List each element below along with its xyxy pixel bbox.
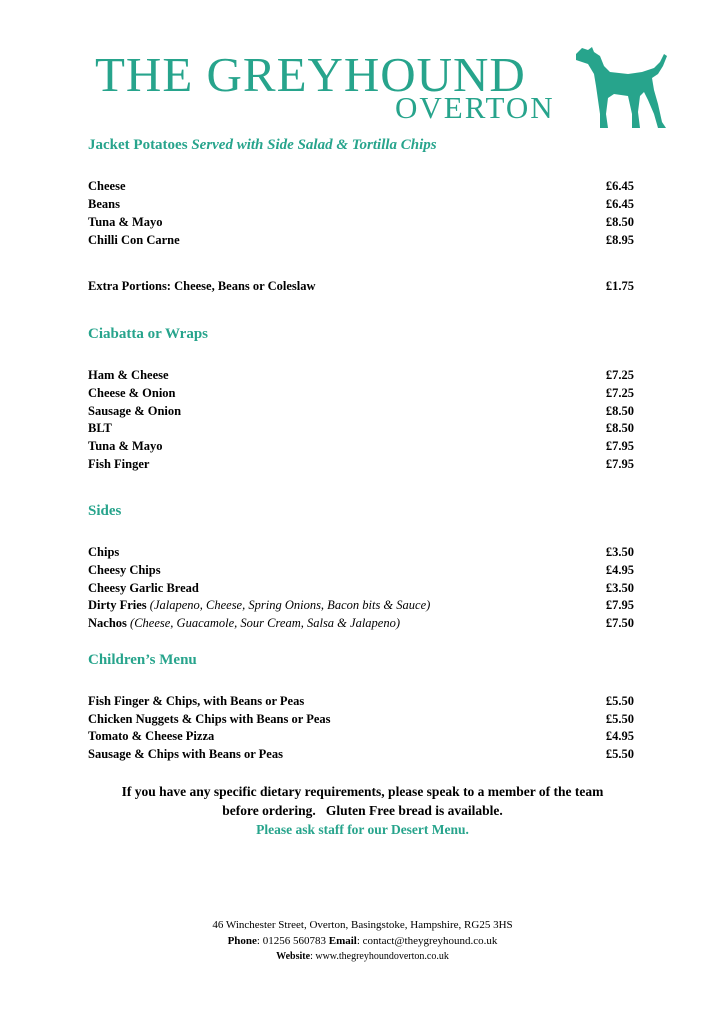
item-name: Extra Portions: Cheese, Beans or Coleslaw (88, 279, 316, 293)
menu-item-extra (88, 278, 634, 294)
menu-item (88, 562, 634, 578)
item-price: £7.95 (605, 439, 634, 453)
menu-item (88, 728, 634, 744)
notice-line: before ordering. Gluten Free bread is available. (222, 803, 503, 818)
menu-item (88, 746, 634, 762)
section-heading-jacket (88, 137, 437, 154)
item-name: Chilli Con Carne (88, 233, 180, 247)
footer-website (60, 949, 665, 965)
item-price: £7.50 (605, 616, 634, 630)
item-name: Dirty Fries (88, 598, 147, 612)
menu-item (88, 420, 634, 436)
item-description: (Cheese, Guacamole, Sour Cream, Salsa & Jalapeno) (130, 616, 401, 630)
menu-item (88, 196, 634, 212)
notice-line: If you have any specific dietary requirements, please speak to a member of the team (121, 784, 604, 799)
item-name: Cheesy Chips (88, 563, 161, 577)
email-label: Email (328, 935, 357, 947)
menu-item (88, 615, 634, 631)
item-price: £7.25 (605, 368, 634, 382)
item-price: £8.50 (605, 421, 634, 435)
item-name: Chicken Nuggets & Chips with Beans or Peas (88, 712, 331, 726)
greyhound-dog-icon (570, 44, 668, 130)
email-value: : contact@theygreyhound.co.uk (356, 935, 498, 947)
menu-item (88, 232, 634, 248)
item-name: Cheese & Onion (88, 386, 176, 400)
item-price: £7.95 (605, 457, 634, 471)
item-name: Tomato & Cheese Pizza (88, 729, 215, 743)
item-price: £4.95 (605, 563, 634, 577)
item-price: £1.75 (605, 279, 634, 293)
menu-item (88, 711, 634, 727)
menu-item (88, 178, 634, 194)
logo-title: THE GREYHOUND (95, 47, 526, 102)
item-name: Beans (88, 197, 120, 211)
item-price: £4.95 (605, 729, 634, 743)
menu-item (88, 214, 634, 230)
item-price: £5.50 (605, 694, 634, 708)
item-price: £5.50 (605, 712, 634, 726)
menu-item (88, 456, 634, 472)
phone-label: Phone (227, 935, 257, 947)
menu-item (88, 403, 634, 419)
item-name: Nachos (88, 616, 127, 630)
section-heading-children: Children’s Menu (88, 652, 197, 668)
item-name: Fish Finger (88, 457, 150, 471)
item-price: £3.50 (605, 545, 634, 559)
menu-item (88, 544, 634, 560)
menu-item (88, 367, 634, 383)
item-name: Tuna & Mayo (88, 215, 163, 229)
item-name: Fish Finger & Chips, with Beans or Peas (88, 694, 305, 708)
item-name: Sausage & Onion (88, 404, 182, 418)
section-heading-sides: Sides (88, 503, 122, 519)
menu-item (88, 385, 634, 401)
footer-address: 46 Winchester Street, Overton, Basingstoke, Hampshire, RG25 3HS (212, 919, 513, 931)
item-price: £8.95 (605, 233, 634, 247)
item-price: £7.25 (605, 386, 634, 400)
dessert-notice: Please ask staff for our Desert Menu. (256, 822, 469, 837)
item-price: £8.50 (605, 215, 634, 229)
menu-item (88, 438, 634, 454)
section-heading-ciabatta: Ciabatta or Wraps (88, 326, 209, 342)
item-price: £3.50 (605, 581, 634, 595)
item-name: Cheesy Garlic Bread (88, 581, 199, 595)
dietary-notice (60, 782, 665, 839)
jacket-heading: Jacket Potatoes (88, 137, 188, 153)
item-name: Ham & Cheese (88, 368, 169, 382)
menu-item (88, 693, 634, 709)
item-name: Chips (88, 545, 120, 559)
item-price: £6.45 (605, 179, 634, 193)
jacket-heading-note: Served with Side Salad & Tortilla Chips (191, 137, 437, 153)
item-name: Sausage & Chips with Beans or Peas (88, 747, 283, 761)
website-label: Website (276, 951, 311, 962)
item-name: Cheese (88, 179, 126, 193)
phone-value: : 01256 560783 (256, 935, 329, 947)
item-price: £6.45 (605, 197, 634, 211)
item-name: Tuna & Mayo (88, 439, 163, 453)
menu-item (88, 597, 634, 613)
website-value: : www.thegreyhoundoverton.co.uk (310, 951, 449, 962)
item-price: £7.95 (605, 598, 634, 612)
item-description: (Jalapeno, Cheese, Spring Onions, Bacon bits & Sauce) (149, 598, 431, 612)
item-price: £8.50 (605, 404, 634, 418)
item-name: BLT (88, 421, 112, 435)
footer (60, 917, 665, 965)
footer-contact (60, 933, 665, 949)
item-price: £5.50 (605, 747, 634, 761)
logo-subtitle: OVERTON (395, 90, 555, 125)
menu-item (88, 580, 634, 596)
